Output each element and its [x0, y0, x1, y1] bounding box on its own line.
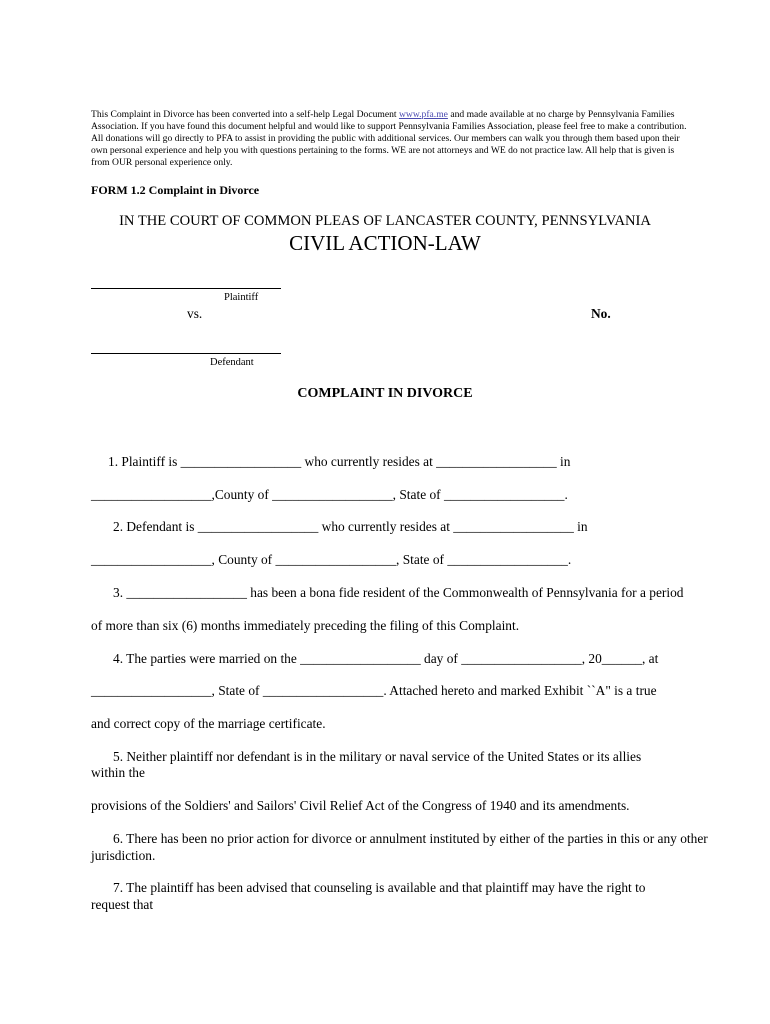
paragraph-1-line-2: __________________,County of __________________, State of __________________.: [91, 487, 568, 502]
paragraph-5-line-3: provisions of the Soldiers' and Sailors' Civil Relief Act of the Congress of 1940 and its amendments.: [91, 798, 630, 813]
notice-text-end: and made available at no charge by Pennsylvania Families Association. If you have found this document helpful and would like to support Pennsylvania Families Association, please feel free to make a contribution. All donations will go directly to PFA to assist in providing the public with additional services. Our members can walk you through them based upon their own personal experience and help you with questions pertaining to the forms. WE are not attorneys and WE do not practice law. All help that is given is from OUR personal experience only.: [91, 109, 687, 169]
paragraph-6-line-1: 6. There has been no prior action for divorce or annulment instituted by either of the parties in this or any other: [113, 831, 708, 846]
paragraph-3-line-2: of more than six (6) months immediately preceding the filing of this Complaint.: [91, 618, 520, 633]
complaint-heading: COMPLAINT IN DIVORCE: [297, 386, 473, 401]
paragraph-2-line-2: __________________, County of __________________, State of __________________.: [91, 552, 572, 567]
form-title: FORM 1.2 Complaint in Divorce: [91, 183, 260, 197]
paragraph-4-line-2: __________________, State of __________________. Attached hereto and marked Exhibit ``A" is a true: [91, 683, 657, 698]
notice-text-start: This Complaint in Divorce has been converted into a self-help Legal Document: [91, 109, 399, 120]
paragraph-5-line-1: 5. Neither plaintiff nor defendant is in the military or naval service of the United States or its allies: [113, 749, 642, 764]
paragraph-3-line-1: 3. __________________ has been a bona fide resident of the Commonwealth of Pennsylvania for a period: [113, 585, 684, 600]
defendant-name-line: [91, 353, 281, 354]
versus-label: vs.: [187, 306, 203, 321]
paragraph-2-line-1: 2. Defendant is __________________ who currently resides at __________________ in: [113, 519, 588, 534]
case-number-label: No.: [591, 306, 611, 321]
plaintiff-label: Plaintiff: [224, 292, 259, 303]
paragraph-7-line-2: request that: [91, 897, 154, 912]
defendant-label: Defendant: [210, 357, 254, 368]
paragraph-4-line-1: 4. The parties were married on the __________________ day of __________________, 20______, at: [113, 651, 659, 666]
pfa-website-link[interactable]: www.pfa.me: [398, 109, 448, 120]
paragraph-7-line-1: 7. The plaintiff has been advised that counseling is available and that plaintiff may have the right to: [113, 880, 646, 895]
civil-action-title: CIVIL ACTION-LAW: [289, 231, 481, 255]
court-name: IN THE COURT OF COMMON PLEAS OF LANCASTER COUNTY, PENNSYLVANIA: [119, 213, 651, 229]
paragraph-1-line-1: 1. Plaintiff is __________________ who currently resides at __________________ in: [108, 454, 571, 469]
self-help-notice: [91, 109, 691, 169]
plaintiff-name-line: [91, 288, 281, 289]
paragraph-5-line-2: within the: [91, 765, 145, 780]
paragraph-4-line-3: and correct copy of the marriage certificate.: [91, 716, 326, 731]
paragraph-6-line-2: jurisdiction.: [91, 848, 156, 863]
